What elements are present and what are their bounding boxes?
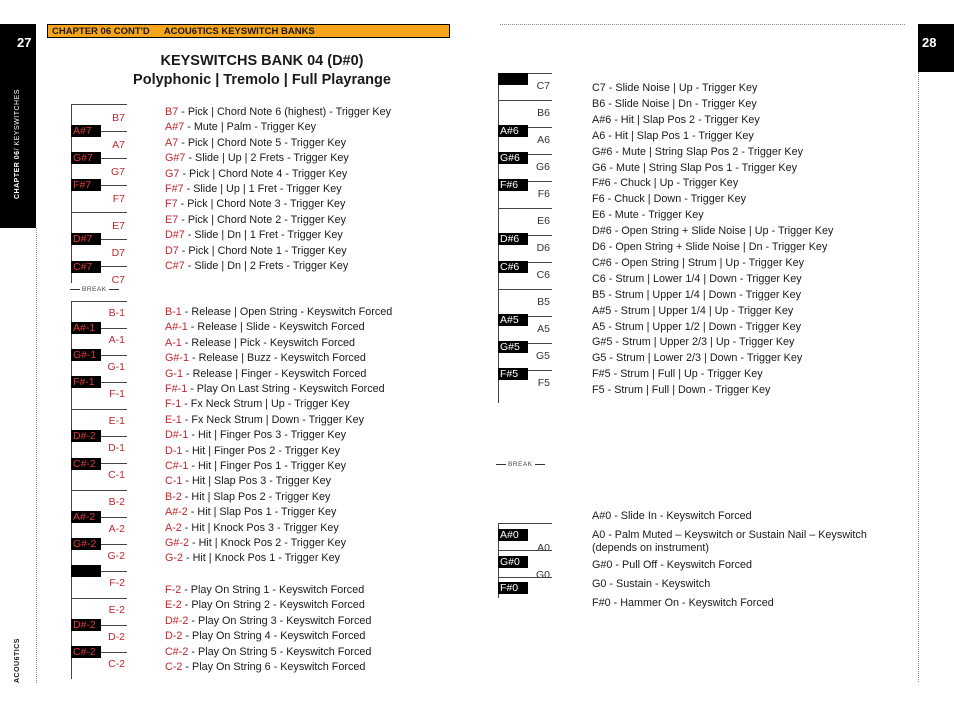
right-sidebar-tab — [918, 24, 954, 72]
key-divider — [498, 208, 552, 209]
black-key: A#6 — [498, 125, 528, 137]
mapping-key: B-1 — [165, 306, 182, 318]
white-key-label: C6 — [536, 269, 550, 281]
mapping-key: E7 — [165, 213, 179, 226]
mapping-desc: - Hit | Finger Pos 2 - Trigger Key — [182, 444, 341, 457]
white-key-label: D7 — [111, 247, 125, 259]
mapping-key: B-2 — [165, 490, 182, 503]
mapping-key: F-1 — [165, 398, 182, 411]
black-key — [498, 73, 528, 85]
mapping-key: A#7 — [165, 121, 185, 134]
black-key: A#5 — [498, 314, 528, 326]
mapping-key: E-1 — [165, 413, 182, 426]
black-key: A#0 — [498, 529, 528, 541]
mapping-row — [165, 368, 366, 381]
mapping-key: A#-2 — [165, 506, 188, 519]
page-number-left: 27 — [17, 35, 32, 50]
mapping-key: G#-1 — [165, 352, 190, 365]
mapping-key: A-1 — [165, 336, 182, 349]
mapping-key: A-2 — [165, 521, 182, 534]
white-key-label: A6 — [537, 134, 550, 146]
break-marker: BREAK — [68, 286, 121, 293]
mapping-row — [165, 121, 316, 134]
white-key-label: E-2 — [108, 604, 125, 616]
mapping-desc: - Hit | Knock Pos 3 - Trigger Key — [181, 521, 339, 534]
black-key: A#7 — [71, 125, 101, 137]
white-key-label: A5 — [537, 323, 550, 335]
mapping-desc: - Hit | Slap Pos 2 - Trigger Key — [181, 490, 331, 503]
white-key-label: B7 — [112, 112, 125, 124]
mapping-key: G#-2 — [165, 537, 190, 549]
mapping-desc: - Pick | Chord Note 1 - Trigger Key — [178, 244, 347, 257]
black-key: D#-2 — [71, 619, 101, 631]
key-divider — [71, 212, 127, 213]
mapping-row — [165, 584, 364, 597]
mapping-row — [165, 414, 364, 427]
mapping-row: A5 - Strum | Upper 1/2 | Down - Trigger Key — [592, 320, 802, 333]
key-divider — [71, 490, 127, 491]
mapping-row — [165, 429, 346, 442]
mapping-desc: - Play On String 4 - Keyswitch Forced — [182, 630, 366, 643]
keyboard-diagram-right-top — [498, 73, 552, 403]
left-sidebar-tab — [0, 24, 36, 228]
mapping-row: G0 - Sustain - Keyswitch — [592, 578, 711, 590]
mapping-desc: - Slide | Up | 2 Frets - Trigger Key — [185, 152, 349, 165]
mapping-row — [165, 352, 366, 365]
mapping-row: F#0 - Hammer On - Keyswitch Forced — [592, 597, 774, 609]
mapping-row: F#6 - Chuck | Up - Trigger Key — [592, 177, 739, 190]
mapping-row — [165, 475, 331, 488]
mapping-row: B6 - Slide Noise | Dn - Trigger Key — [592, 97, 757, 110]
black-key: F#5 — [498, 368, 528, 380]
page-title: KEYSWITCHS BANK 04 (D#0) — [160, 53, 364, 69]
white-key-label: B6 — [537, 107, 550, 119]
section-label: ACOU6TICS KEYSWITCH BANKS — [163, 26, 315, 37]
mapping-desc: - Play On String 5 - Keyswitch Forced — [188, 645, 372, 658]
white-key-label: G7 — [110, 166, 125, 178]
mapping-key: G7 — [165, 167, 180, 180]
mapping-desc: - Release | Finger - Keyswitch Forced — [183, 367, 367, 380]
mapping-key: D#-2 — [165, 614, 189, 627]
mapping-row — [165, 506, 336, 519]
white-key-label: B-2 — [108, 496, 125, 508]
mapping-key: C-2 — [165, 660, 183, 673]
white-key-label: G-1 — [107, 361, 125, 373]
mapping-row — [165, 398, 350, 411]
black-key: G#-2 — [71, 538, 101, 550]
white-key-label: F6 — [537, 188, 550, 200]
mapping-row: B5 - Strum | Upper 1/4 | Down - Trigger Key — [592, 288, 802, 301]
mapping-desc: - Release | Buzz - Keyswitch Forced — [189, 352, 366, 365]
black-key: D#-2 — [71, 430, 101, 442]
black-key: F#7 — [71, 179, 101, 191]
white-key-label: D-1 — [108, 442, 125, 454]
black-key: C#6 — [498, 261, 528, 273]
white-key-label: G6 — [535, 161, 550, 173]
mapping-key: F#-1 — [165, 383, 188, 395]
mapping-row — [165, 260, 348, 273]
white-key-label: E-1 — [108, 415, 125, 427]
white-key-label: B5 — [537, 296, 550, 308]
white-key-label: G5 — [535, 350, 550, 362]
mapping-desc: - Slide | Dn | 1 Fret - Trigger Key — [184, 229, 343, 242]
mapping-row — [165, 168, 347, 181]
white-key-label: F5 — [537, 377, 550, 389]
mapping-key: C#-1 — [165, 460, 189, 472]
white-key-label: C7 — [111, 274, 125, 286]
key-divider — [498, 577, 552, 578]
mapping-row: G6 - Mute | String Slap Pos 1 - Trigger Key — [592, 161, 798, 174]
mapping-row: G#6 - Mute | String Slap Pos 2 - Trigger Key — [592, 145, 804, 158]
brand-side-label: ACOU6TICS — [14, 638, 21, 683]
white-key-label: E7 — [112, 220, 125, 232]
white-key-label: C7 — [536, 80, 550, 92]
mapping-desc: - Hit | Slap Pos 3 - Trigger Key — [182, 475, 332, 488]
mapping-key: B7 — [165, 106, 179, 118]
black-key: G#6 — [498, 152, 528, 164]
chapter-banner — [47, 24, 450, 38]
mapping-row: G#0 - Pull Off - Keyswitch Forced — [592, 559, 753, 571]
black-key: D#7 — [71, 233, 101, 245]
key-divider — [71, 409, 127, 410]
black-key: F#-1 — [71, 376, 101, 388]
mapping-row — [165, 383, 385, 396]
mapping-row: D6 - Open String + Slide Noise | Dn - Trigger Key — [592, 241, 828, 253]
white-key-label: E6 — [537, 215, 550, 227]
mapping-key: G-1 — [165, 367, 183, 380]
key-divider — [71, 104, 127, 105]
black-key: G#7 — [71, 152, 101, 164]
mapping-row — [165, 599, 365, 612]
mapping-row: F#5 - Strum | Full | Up - Trigger Key — [592, 368, 763, 381]
mapping-desc: - Hit | Slap Pos 1 - Trigger Key — [187, 506, 337, 519]
mapping-desc: - Hit | Finger Pos 3 - Trigger Key — [188, 429, 347, 442]
mapping-key: F-2 — [165, 583, 182, 596]
mapping-desc: - Pick | Chord Note 3 - Trigger Key — [177, 198, 346, 211]
mapping-key: D-1 — [165, 444, 183, 457]
black-key: A#-1 — [71, 322, 101, 334]
white-key-label: C-2 — [108, 658, 125, 670]
black-key: F#6 — [498, 179, 528, 191]
mapping-desc: - Hit | Knock Pos 2 - Trigger Key — [189, 537, 347, 549]
mapping-desc: - Hit | Knock Pos 1 - Trigger Key — [183, 552, 341, 565]
mapping-key: D-2 — [165, 630, 183, 643]
mapping-row — [165, 615, 371, 628]
white-key-label: G0 — [535, 569, 550, 581]
mapping-key: E-2 — [165, 599, 182, 612]
white-key-label: C-1 — [108, 469, 125, 481]
white-key-label: B-1 — [108, 307, 125, 319]
white-key-label: A-1 — [108, 334, 125, 346]
mapping-row: A0 - Palm Muted – Keyswitch or Sustain Nail – Keyswitch (depends on instrument) — [592, 529, 867, 554]
mapping-row — [165, 183, 342, 196]
mapping-row — [165, 537, 346, 550]
mapping-row — [165, 306, 392, 319]
black-key: F#0 — [498, 582, 528, 594]
mapping-row: A#0 - Slide In - Keyswitch Forced — [592, 510, 752, 522]
white-key-label: D-2 — [108, 631, 125, 643]
mapping-row: A#5 - Strum | Upper 1/4 | Up - Trigger Key — [592, 304, 794, 317]
white-key-label: F7 — [112, 193, 125, 205]
mapping-row: G5 - Strum | Lower 2/3 | Down - Trigger Key — [592, 352, 803, 365]
mapping-row — [165, 661, 365, 674]
mapping-row — [165, 445, 340, 458]
mapping-desc: - Play On String 6 - Keyswitch Forced — [182, 660, 366, 673]
black-key — [71, 565, 101, 577]
mapping-desc: - Play On String 1 - Keyswitch Forced — [181, 583, 365, 596]
mapping-row: F6 - Chuck | Down - Trigger Key — [592, 193, 747, 206]
white-key-label: G-2 — [107, 550, 125, 562]
mapping-desc: - Play On String 3 - Keyswitch Forced — [188, 614, 372, 627]
mapping-key: G#7 — [165, 152, 186, 165]
mapping-row: G#5 - Strum | Upper 2/3 | Up - Trigger Key — [592, 336, 795, 349]
keyboard-diagram-top — [71, 104, 127, 286]
black-key: G#0 — [498, 556, 528, 568]
black-key: G#5 — [498, 341, 528, 353]
mapping-key: C#-2 — [165, 645, 189, 658]
mapping-row: A6 - Hit | Slap Pos 1 - Trigger Key — [592, 129, 754, 142]
mapping-desc: - Release | Pick - Keyswitch Forced — [181, 336, 356, 349]
mapping-desc: - Mute | Palm - Trigger Key — [184, 121, 317, 134]
top-divider — [500, 24, 905, 25]
mapping-key: D#-1 — [165, 429, 189, 442]
black-key: C#7 — [71, 261, 101, 273]
mapping-key: D7 — [165, 244, 179, 257]
mapping-desc: - Release | Slide - Keyswitch Forced — [187, 321, 365, 334]
mapping-key: F#7 — [165, 183, 184, 195]
mapping-desc: - Fx Neck Strum | Down - Trigger Key — [181, 413, 365, 426]
white-key-label: F-1 — [109, 388, 125, 400]
key-divider — [498, 100, 552, 101]
mapping-row — [165, 630, 365, 643]
white-key-label: A7 — [112, 139, 125, 151]
mapping-desc: - Pick | Chord Note 6 (highest) - Trigger Key — [178, 106, 392, 118]
mapping-desc: - Pick | Chord Note 4 - Trigger Key — [179, 167, 348, 180]
mapping-row — [165, 198, 345, 211]
mapping-row — [165, 460, 346, 473]
black-key: D#6 — [498, 233, 528, 245]
mapping-key: C-1 — [165, 475, 183, 488]
keyboard-diagram-right-bottom — [498, 523, 552, 598]
mapping-row — [165, 245, 347, 258]
black-key: A#-2 — [71, 511, 101, 523]
break-marker-right: BREAK — [494, 461, 547, 468]
mapping-desc: - Slide | Up | 1 Fret - Trigger Key — [183, 183, 342, 195]
mapping-desc: - Release | Open String - Keyswitch Forced — [181, 306, 393, 318]
mapping-row: A#6 - Hit | Slap Pos 2 - Trigger Key — [592, 113, 760, 126]
white-key-label: A0 — [537, 542, 550, 554]
white-key-label: F-2 — [109, 577, 125, 589]
mapping-row — [165, 214, 346, 227]
key-divider — [498, 550, 552, 551]
mapping-row: F5 - Strum | Full | Down - Trigger Key — [592, 384, 771, 397]
black-key: G#-1 — [71, 349, 101, 361]
key-divider — [498, 523, 552, 524]
white-key-label: D6 — [536, 242, 550, 254]
mapping-desc: - Pick | Chord Note 2 - Trigger Key — [178, 213, 347, 226]
mapping-desc: - Pick | Chord Note 5 - Trigger Key — [178, 136, 347, 149]
mapping-key: A7 — [165, 136, 179, 149]
key-divider — [71, 598, 127, 599]
black-key: C#-2 — [71, 458, 101, 470]
mapping-row: C6 - Strum | Lower 1/4 | Down - Trigger Key — [592, 272, 802, 285]
mapping-row: C#6 - Open String | Strum | Up - Trigger Key — [592, 256, 805, 269]
mapping-row — [165, 646, 371, 659]
chapter-label: CHAPTER 06 CONT'D — [52, 26, 150, 37]
mapping-desc: - Play On String 2 - Keyswitch Forced — [181, 599, 365, 612]
mapping-row — [165, 491, 330, 504]
page-number-right: 28 — [922, 35, 937, 50]
mapping-row — [165, 229, 343, 242]
mapping-desc: - Fx Neck Strum | Up - Trigger Key — [181, 398, 350, 411]
mapping-key: C#7 — [165, 260, 185, 272]
black-key: C#-2 — [71, 646, 101, 658]
key-divider — [498, 289, 552, 290]
mapping-desc: - Hit | Finger Pos 1 - Trigger Key — [188, 460, 347, 472]
white-key-label: A-2 — [108, 523, 125, 535]
mapping-row — [165, 552, 340, 565]
keyboard-diagram-bottom — [71, 301, 127, 679]
mapping-row — [165, 337, 355, 350]
mapping-row: C7 - Slide Noise | Up - Trigger Key — [592, 82, 758, 94]
left-margin-divider — [36, 228, 37, 683]
mapping-row — [165, 137, 346, 150]
mapping-row — [165, 106, 391, 119]
mapping-key: G-2 — [165, 552, 183, 565]
mapping-row — [165, 321, 365, 334]
key-divider — [71, 301, 127, 302]
mapping-desc: - Play On Last String - Keyswitch Forced — [187, 383, 385, 395]
chapter-side-label: CHAPTER 06/ KEYSWITCHES — [14, 89, 21, 199]
mapping-row — [165, 522, 339, 535]
mapping-row — [165, 152, 349, 165]
mapping-row: D#6 - Open String + Slide Noise | Up - Trigger Key — [592, 225, 834, 238]
mapping-key: A#-1 — [165, 321, 188, 334]
mapping-key: D#7 — [165, 229, 185, 242]
mapping-row: E6 - Mute - Trigger Key — [592, 209, 704, 222]
right-margin-divider — [918, 72, 919, 682]
page-subtitle: Polyphonic | Tremolo | Full Playrange — [133, 72, 391, 88]
mapping-key: F7 — [165, 198, 178, 211]
mapping-desc: - Slide | Dn | 2 Frets - Trigger Key — [184, 260, 349, 272]
